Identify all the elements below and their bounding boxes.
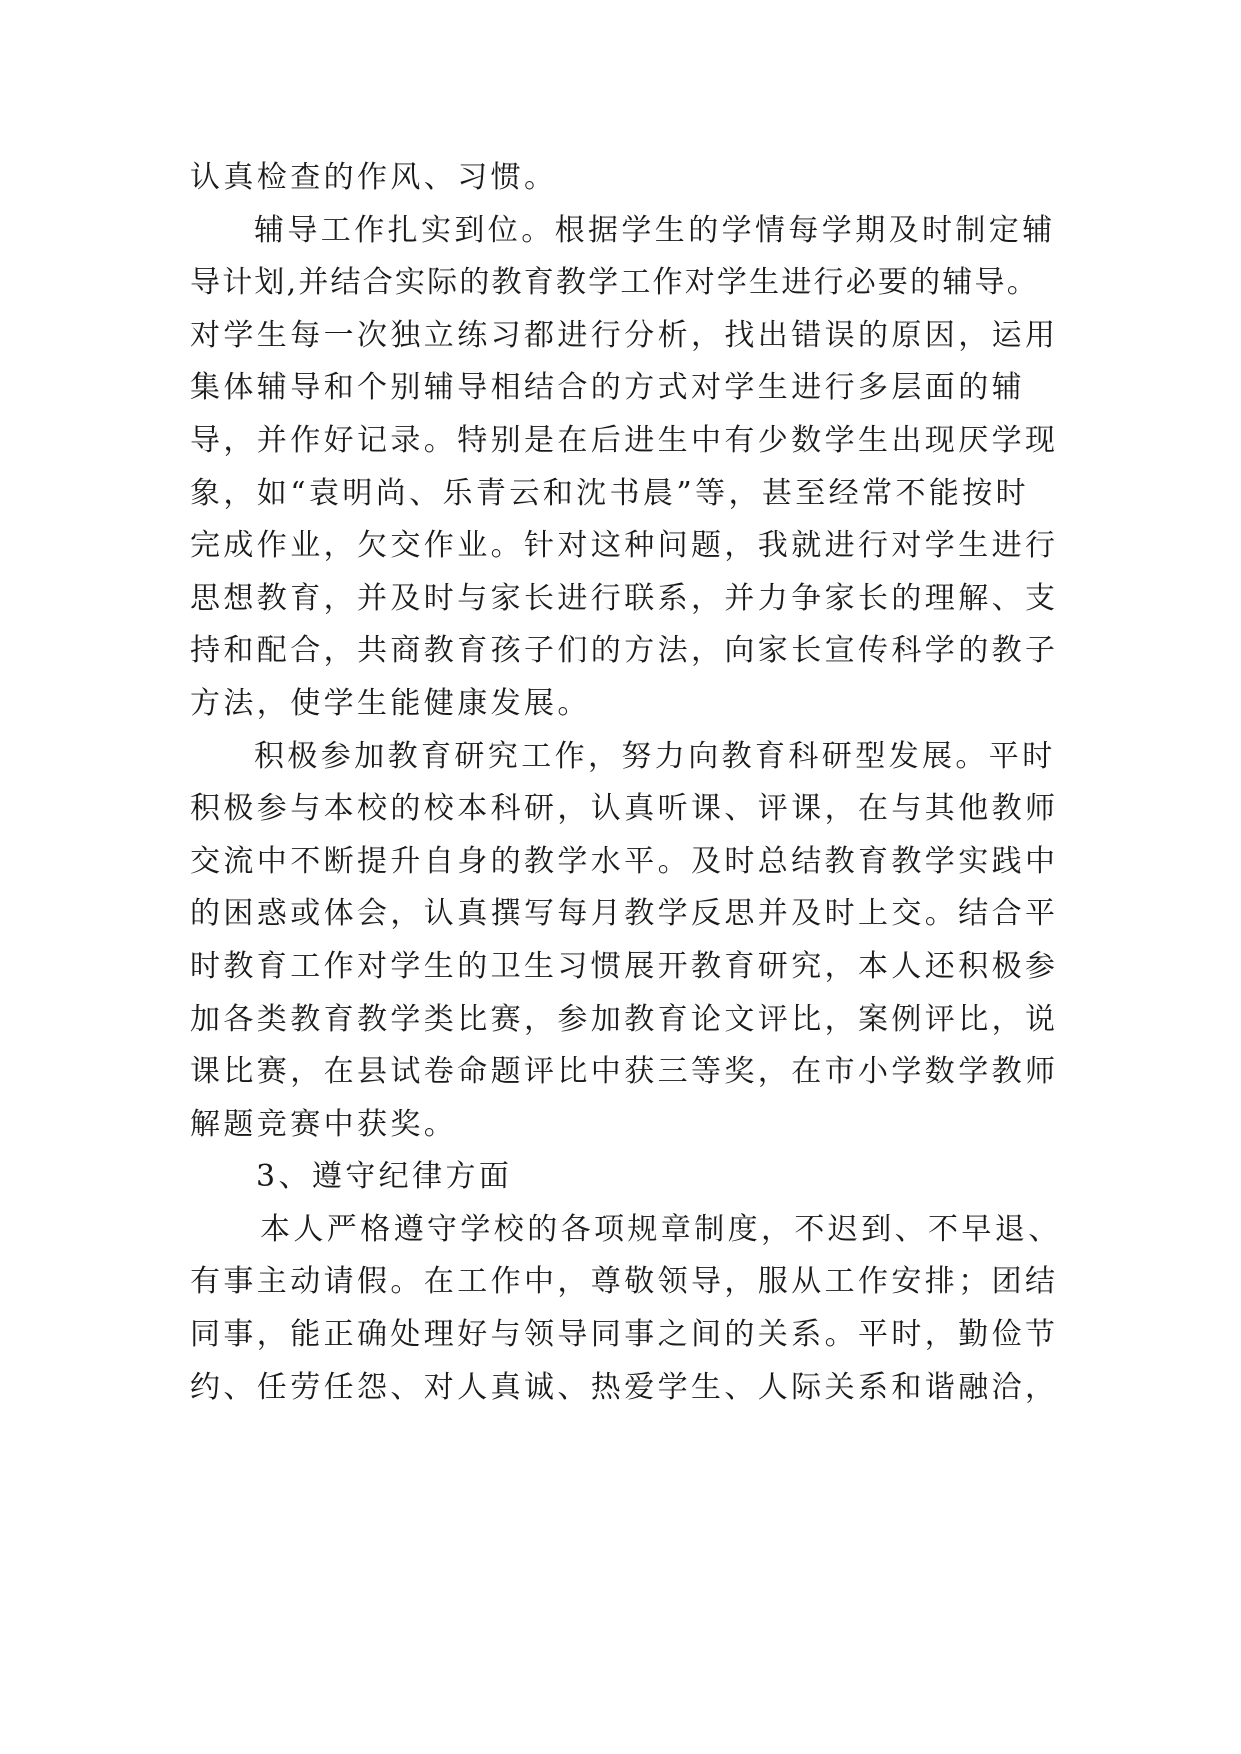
text-line: 积极参与本校的校本科研，认真听课、评课，在与其他教师: [190, 791, 1059, 827]
text-line: 加各类教育教学类比赛，参加教育论文评比，案例评比，说: [190, 1001, 1059, 1037]
paragraph-start-line: 辅导工作扎实到位。根据学生的学情每学期及时制定辅: [254, 212, 1056, 248]
text-line: 认真检查的作风、习惯。: [190, 160, 558, 195]
text-line: 时教育工作对学生的卫生习惯展开教育研究，本人还积极参: [190, 948, 1059, 984]
text-line: 课比赛，在县试卷命题评比中获三等奖，在市小学数学教师: [190, 1054, 1059, 1090]
text-line: 的困惑或体会，认真撰写每月教学反思并及时上交。结合平: [190, 896, 1059, 932]
text-line: 导，并作好记录。特别是在后进生中有少数学生出现厌学现: [190, 422, 1059, 458]
paragraph-start-line: 积极参加教育研究工作，努力向教育科研型发展。平时: [254, 738, 1056, 774]
section-heading: 3、遵守纪律方面: [256, 1159, 513, 1195]
text-line: 有事主动请假。在工作中，尊敬领导，服从工作安排；团结: [190, 1264, 1059, 1300]
text-line: 持和配合，共商教育孩子们的方法，向家长宣传科学的教子: [190, 633, 1059, 669]
text-line: 同事，能正确处理好与领导同事之间的关系。平时，勤俭节: [190, 1317, 1059, 1353]
text-line: 约、任劳任怨、对人真诚、热爱学生、人际关系和谐融洽，: [190, 1369, 1059, 1405]
text-line: 完成作业，欠交作业。针对这种问题，我就进行对学生进行: [190, 528, 1059, 564]
text-line: 方法，使学生能健康发展。: [190, 685, 591, 721]
document-body: [190, 152, 1090, 1414]
paragraph-start-line: 本人严格遵守学校的各项规章制度，不迟到、不早退、: [260, 1211, 1062, 1247]
text-line: 导计划,并结合实际的教育教学工作对学生进行必要的辅导。: [190, 265, 1039, 301]
text-line: 解题竞赛中获奖。: [190, 1106, 458, 1142]
text-line: 交流中不断提升自身的教学水平。及时总结教育教学实践中: [190, 843, 1059, 879]
text-line: 思想教育，并及时与家长进行联系，并力争家长的理解、支: [190, 580, 1059, 616]
text-line: 对学生每一次独立练习都进行分析，找出错误的原因，运用: [190, 317, 1059, 353]
text-line: 集体辅导和个别辅导相结合的方式对学生进行多层面的辅: [190, 370, 1025, 406]
text-line: 象，如“袁明尚、乐青云和沈书晨”等，甚至经常不能按时: [190, 475, 1030, 511]
